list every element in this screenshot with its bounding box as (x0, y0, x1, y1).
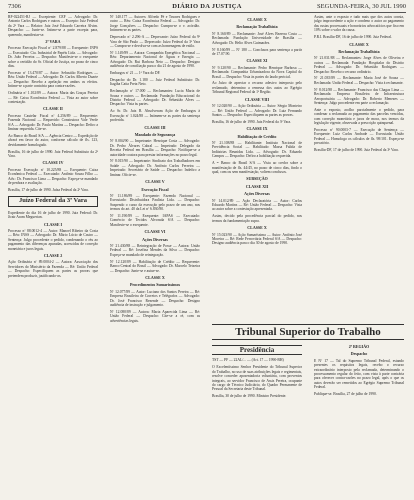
section-heading: CLASSE X (247, 225, 267, 231)
section-heading: CLASSE I (43, 221, 63, 227)
column-4 (314, 15, 404, 325)
text-block: Ao Banco do Brasil S/A — Agência Centro — Expedição de alvará em favor do autor, conforme cálculo de fls. 123, devidamente homologado. (8, 133, 98, 147)
text-block: Nº 21.108/88 — Habilitante: Instituto Nacional de Previdência Social — Habilitado: Massa Falida de Indústrias Reunidas Ltda. — Advogado: Dr. Eduardo Campos — Despacho: Defiro a habilitação requerida. (212, 141, 302, 159)
section-heading: CLASSE V (145, 179, 165, 185)
text-block: Ordinária nº 1.102/89 — Autora: Maria das Graças Pereira — Ré: Caixa Econômica Federal — Vista ao autor sobre contestação. (8, 91, 98, 104)
section-heading: CLASSE VIII (244, 96, 270, 102)
text-block: Nº 12.020/90 — Ação Ordinária — Autor: Sérgio Monteiro — Ré: União Federal — Advogado: Dr. Luiz Fernando Santos — Despacho: Especifiquem as partes as provas. (212, 104, 302, 117)
text-block: Nº 21.035/89 — Reclamante: Maria José de Souza — Reclamada: União Federal — Despacho: Vista à reclamante. (314, 76, 404, 85)
text-block: Publique-se. Brasília, 27 de julho de 1990. (314, 392, 377, 397)
section-heading: Execução Fiscal (141, 186, 169, 192)
text-block: Nº 12.077/89 — Autor: Luciano dos Santos Pereira — Ré: Empresa Brasileira de Correios e Telégrafos — Advogado: Dr. José Francisco Rezende — Despacho: Designo audiência de instrução e julgamento. (110, 289, 200, 308)
masthead: DIÁRIO DA JUSTIÇA (172, 3, 242, 10)
section-heading: CLASSE II (43, 106, 63, 112)
column-6 (314, 342, 404, 492)
section-heading: Despacho (350, 351, 368, 357)
section-heading: CLASSE VI (144, 229, 166, 235)
text-block: Expediente do dia 16 de julho de 1990. Juiz Federal: Dr. Jirair Aram Meguerian. (8, 210, 98, 220)
text-block: Nº 8.015/90 — Impetrante: Sindicato dos Trabalhadores em Saúde — Advogado: Dr. Antônio Carlos Ferreira — Impetrado: Secretário de Saúde — Despacho: Indefiro a liminar. Oficie-se. (110, 159, 200, 177)
text-block: Nº 14.012/89 — Ação Declaratória — Autor: Carlos Eduardo Martins — Ré: União Federal — Despacho: Vista ao autor sobre a contestação apresentada. (212, 198, 302, 212)
text-block: Nº 8.004/90 — Impetrante: Henrique Costa — Advogado: Dr. Pedro Álvares Cabral — Impetrado: Delegado da Receita Federal em Brasília — Despacho: Notifique-se a autoridade coatora para prestar informações no prazo legal. (110, 139, 200, 157)
issue-date: SEGUNDA-FEIRA, 30 JUL 1990 (317, 3, 406, 10)
section-heading: Reclamação Trabalhista (236, 24, 278, 30)
text-block: Nº 21.031/88 — Reclamantes: Jorge Alves de Oliveira e outros — Reclamada: Fundação Hospitalar do Distrito Federal — Advogado: Dr. Sebastião Rodrigues — Despacho: Recebo o recurso ordinário. (314, 56, 404, 74)
text-block: Despacho do Dr. 1.180 — Juiz Federal Substituto: Dr. Itagiba Catta Preta Neto. (110, 77, 200, 87)
section-heading: Reclamação Trabalhista (338, 48, 380, 54)
text-block: Assim, ante o exposto e tudo mais que dos autos consta, julgo improcedente a ação e condeno o autor ao pagamento das custas processuais e honorários advocatícios que fixo em 10% sobre o valor da causa. (314, 15, 404, 33)
text-block: Nº 12.120/89 — Habilitação de Crédito — Requerente: Banco Central do Brasil — Advogado: Dr. Marcelo Teixeira — Despacho: Junte-se e autue-se. (110, 259, 200, 273)
page-number: 7306 (8, 3, 21, 10)
section-heading: CLASSE III (144, 124, 166, 130)
text-block: Ao Sr. Dr. Juiz B. Absolveram Ação de Embargos à Execução nº 1.024/88 — Intimem-se as partes da sentença proferida. (110, 109, 200, 123)
text-block: Nº 8.012/88 — Reclamante: Francisco das Chagas Lima — Reclamada: Empresa Brasileira de Infraestrutura Aeroportuária — Advogado: Dr. Roberto Menezes — Sentença: Julgo procedente em parte a reclamação. (314, 87, 404, 105)
column-2 (110, 15, 200, 495)
section-heading: CLASSE IV (42, 160, 64, 166)
page-header (8, 2, 406, 13)
section-heading: CLASSE XII (245, 183, 269, 189)
text-block: Nº 11.186/89 — Exequente: Fazenda Nacional — Executado: Distribuidora Paulista Ltda. — Despacho: Suspendo o curso da execução pelo prazo de um ano, nos termos do art. 40 da Lei nº 6.830/80. (110, 193, 200, 212)
text-block: Brasília, 16 de julho de 1990. Juiz Federal Substituto da 2ª Vara. (8, 149, 98, 158)
column-1 (8, 15, 98, 495)
column-5 (212, 342, 302, 492)
text-block: Embargos nº 21 — 1ª Vara do DF. (110, 70, 161, 75)
text-block: Brasília, 16 de julho de 1990. Juiz Federal da 3ª Vara. (212, 119, 292, 124)
section-heading: CLASSE IX (246, 126, 268, 132)
section-heading: Procedimentos Sumaríssimos (129, 282, 181, 288)
text-block: Ante o exposto, acolho parcialmente o pedido, para condenar a reclamada ao pagamento das parcelas vencidas, com correção monetária e juros de mora, nos termos da legislação vigente, observada a prescrição quinquenal. (314, 107, 404, 126)
column-3 (212, 15, 302, 320)
section-heading: CLASSE XI (246, 58, 268, 64)
text-block: Processo Execução nº 10.225/88 — Exequente: Caixa Econômica Federal — Executado: Antônio Souza Filho — Adv.: Dr. Francisco Lima — Despacho: Expeça-se mandado de penhora e avaliação. (8, 167, 98, 185)
section-heading: CLASSE X (247, 17, 267, 22)
presidencia-heading: Presidência (212, 345, 302, 355)
section-heading: Ações Diversas (142, 236, 168, 242)
section-heading: CLASSE X (145, 275, 165, 280)
section-heading: SUBSEÇÃO (246, 176, 268, 182)
text-block: Processo nº 13.470/87 — Autor: Sebastião Rodrigues — Réu: União Federal — Advogado: Dr. Carlos Alberto Duarte — Despacho: Recebo a apelação em ambos os efeitos. Intime-se a parte contrária para contra-razões. (8, 70, 98, 89)
text-block: Nº 15.023/90 — Ação Sumaríssima — Autor: Antônio José Moreira — Ré: Rede Ferroviária Federal S/A — Despacho: Designo audiência para o dia 30 de agosto de 1990. (212, 232, 302, 246)
section-heading: Habilitação de Crédito (237, 133, 277, 139)
text-block: Assim, decido pela procedência parcial do pedido, nos termos da fundamentação supra. (212, 214, 302, 223)
text-block: O Excelentíssimo Senhor Presidente do Tribunal Superior do Trabalho, no uso de suas atribuições legais e regimentais, resolve conceder aposentadoria voluntária, com proventos integrais, ao servidor Francisco de Assis Pereira, ocupante do cargo de Técnico Judiciário, do Quadro Permanente de Pessoal da Secretaria deste Tribunal. (212, 365, 302, 392)
text-block: Reclamação nº 17.000 — Reclamantes: Lucia Maria de Souza e outros — Reclamada: Fundação Educacional do Distrito Federal — Advogado: Dr. Sebastião Alves — Despacho: Vista às partes. (110, 89, 200, 107)
text-block: Processo nº 88.0012-4 — Autor: Manoel Ribeiro da Costa — Réu: INSS — Advogado: Dr. Mário Lúcio de Castro — Sentença: Julgo procedente o pedido, condenando o réu ao pagamento das diferenças apuradas, acrescidas de correção monetária e juros legais. (8, 228, 98, 251)
text-block: Ao Juízo de apreciar o recurso adesivo interposto pelo reclamado, determino a remessa dos autos ao Egrégio Tribunal Regional Federal da 1ª Região. (212, 81, 302, 95)
text-block: Processo nº 90.0003-7 — Execução de Sentença — Exequente: Luiz Carlos Andrade — Executada: União Federal — Homologo os cálculos de fls. 98/101. Expeça-se precatório. (314, 128, 404, 146)
text-block: Nº 8.160/89 — Reclamante: José Alves Bezerra Costa — Reclamada: Fundação Universidade de Brasília — Advogado: Dr. Helio Alves Guimarães. (212, 31, 302, 45)
tst-section-title: Tribunal Superior do Trabalho (212, 324, 404, 340)
text-block: Nº 21.430/88 — Reintegração de Posse — Autora: União Federal — Ré: Josefina Mendes da Silva — Despacho: Expeça-se mandado de reintegração. (110, 244, 200, 257)
text-block: Nº 11.190/89 — Exequente: IAPAS — Executado: Comércio de Tecidos Alvorada S/A — Despacho: Manifeste-se o exequente. (110, 214, 200, 227)
text-block: P.R.I. Brasília-DF, 16 de julho de 1990. Juiz Federal. (314, 35, 392, 40)
text-block: A = Banco do Brasil S/A — Vista ao credor sobre a manifestação de fls. 44/45, no prazo de cinco dias, findo o qual, com ou sem manifestação, voltem conclusos. (212, 161, 302, 174)
section-heading: 2ª REGIÃO (348, 344, 370, 349)
text-block: Nº 12.080/89 — Autora: Maria Aparecida Lima — Ré: União Federal — Despacho: Cite-se a ré, com as advertências legais. (110, 309, 200, 323)
text-block: Processo Execução Fiscal nº 2.879/88 — Exequente: INPS — Executado: Cia. Industrial de Papéis Ltda. — Advogado: Dr. João Ferreira — Despacho: Manifeste-se o exequente sobre a certidão do Sr. Oficial de Justiça, no prazo de cinco dias. (8, 46, 98, 69)
text-block: Deprecado nº 2.296-A — Deprecante: Juízo Federal da 9ª Vara de São Paulo — Deprecado: Juízo Federal da 3ª Vara — Cumpra-se e devolva-se com as homenagens de estilo. (110, 35, 200, 48)
court-banner: Juízo Federal da 3ª Vara (8, 196, 98, 206)
section-heading: 2ª VARA (45, 39, 61, 45)
section-heading: CLASSE 2 (43, 252, 63, 258)
text-block: Brasília, 17 de julho de 1990. Juíza Federal da 2ª Vara. (8, 187, 89, 192)
text-block: Nº 1.149/89 — Autora: Companhia Energética Nacional — Réu: Departamento Nacional de Águas e Energia — Advogado: Dr. Rui Barbosa Neto — Despacho: Designo audiência de conciliação para o dia 21 de agosto de 1990. (110, 50, 200, 69)
text-block: E Nº 17 — Tal do Supremo Tribunal Federal, estando presentes os requisitos legais, recebo o recurso extraordinário interposto pela reclamada, determinando o processamento regular do feito, com vista à parte contrária para oferecer contra-razões no prazo legal, após o que os autos deverão ser remetidos ao Egrégio Supremo Tribunal Federal. (314, 358, 404, 390)
section-heading: Mandado de Segurança (134, 131, 176, 137)
text-block: RF-022451-RJ — Excepiente: CEF — Advogado: Dr. Antonio Carlos Rodrigues e outros — Excepto: Juiz Federal da 2ª Vara — Relator: Juiz José Eduardo Carreira Alvim. Despacho: — Junte-se. Intime-se a parte excepta para, querendo, manifestar-se. (8, 15, 98, 37)
text-block: Nº 8.160/89 — Nº 180 — Conclusos para sentença a partir de 17.07.90. (212, 47, 302, 56)
section-heading: CLASSE X (349, 41, 369, 47)
text-block: Brasília-DF, 17 de julho de 1990. Juiz Federal da 3ª Vara. (314, 148, 399, 153)
section-heading: Ações Diversas (244, 191, 270, 197)
text-block: Processo Cautelar Fiscal nº 4.256/89 — Requerente: Fazenda Nacional — Requerido: Construtora Vale Verde S/A — Advogado: Dr. Paulo Martins — Despacho: Defiro a liminar requerida. Cite-se. (8, 113, 98, 131)
text-block: Nº 140.177 — Autores: Alfredo Pé e Tavares Rodrigues e outro — Réu: Caixa Econômica Federal — Advogado: Dr. Jorge Gonçalves — Despacho: Cumpra-se o v. acórdão. Intimem-se as partes. (110, 15, 200, 33)
text-block: Brasília, 30 de julho de 1990. Ministro Presidente. (212, 394, 287, 399)
text-block: Nº 9.120/90 — Reclamante: Pedro Henrique Barbosa — Reclamada: Companhia Urbanizadora da Nova Capital do Brasil — Despacho: Vista às partes do laudo pericial. (212, 65, 302, 79)
text-block: Ação Ordinária nº 89.0004-2 — Autora: Associação dos Servidores do Ministério da Fazenda — Ré: União Federal — Despacho: Especifiquem as partes as provas que pretendem produzir, justificando-as. (8, 260, 98, 278)
text-block: TST — PF — 22AL/... — (Art. 17 — 1990-BH) (212, 358, 284, 363)
